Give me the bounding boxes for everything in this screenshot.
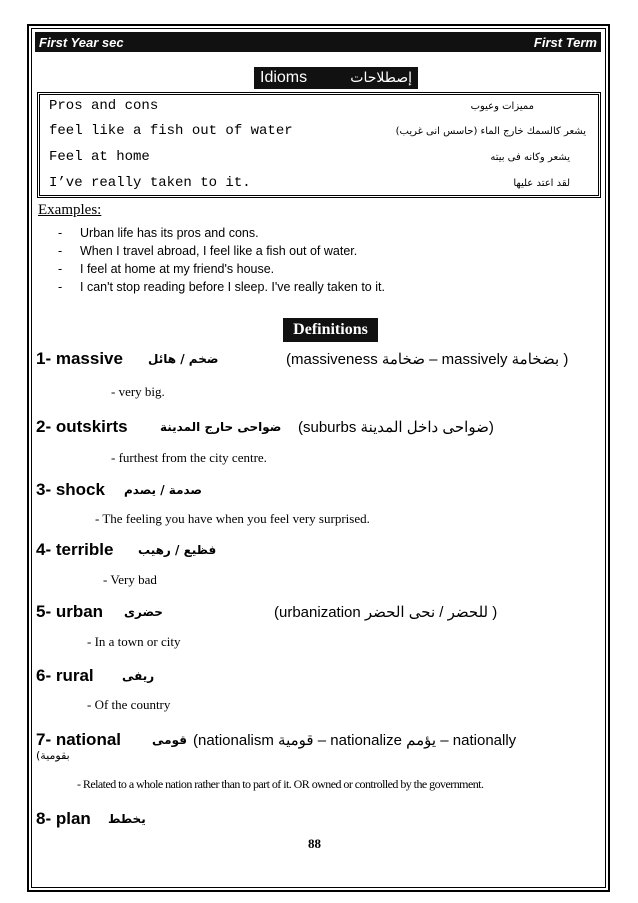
definition-term: 7- national [36,730,122,749]
idiom-row [49,122,594,140]
definition-term-ar: يخطط [108,812,146,826]
definition-meaning: - Related to a whole nation rather than to part of it. OR owned or controlled by the government. [77,777,484,791]
definition-term: 6- rural [36,666,94,685]
definition-term: 5- urban [36,602,104,621]
idioms-title-en: Idioms [260,69,308,86]
idiom-row [49,174,594,192]
idioms-title [254,67,418,89]
definition-meaning: - Of the country [87,697,171,712]
definition-term: 8- plan [36,809,91,828]
definition-derivatives: (suburbs ضواحى داخل المدينة) [298,419,494,436]
example-item: - Urban life has its pros and cons. [58,226,259,240]
definitions-title: Definitions [283,318,378,342]
header-bar [35,32,601,52]
definition-meaning: - very big. [111,384,165,399]
definition-term: 3- shock [36,480,105,499]
definition-derivatives: (massiveness ضخامة – massively بضخامة ) [286,351,569,368]
example-item: - When I travel abroad, I feel like a fish out of water. [58,244,358,258]
definition-term-ar: حضرى [124,605,163,619]
definition-term-ar: ضخم / هائل [148,352,219,366]
definition-term: 4- terrible [36,540,114,559]
definition-term: 1- massive [36,349,123,368]
definition-derivatives-cont: (بقومية [36,749,70,762]
idiom-ar: يشعر كالسمك خارج الماء (حاسس انى غريب) [395,125,586,137]
definition-term: 2- outskirts [36,417,128,436]
idiom-row [49,148,594,166]
header-right: First Term [533,34,597,50]
definition-meaning: - The feeling you have when you feel very surprised. [95,511,370,526]
definition-meaning: - In a town or city [87,634,181,649]
definition-term-ar: فظيع / رهيب [138,543,217,557]
idiom-ar: يشعر وكانه فى بيته [490,151,570,163]
idiom-en: Pros and cons [49,98,159,114]
idiom-en: feel like a fish out of water [49,123,293,139]
example-item: - I can't stop reading before I sleep. I've really taken to it. [58,280,385,294]
definition-term-ar: قومى [152,733,187,747]
idioms-title-ar: إصطلاحات [350,70,412,86]
definition-term-ar: صدمة / يصدم [124,483,203,497]
idiom-row [49,97,594,115]
examples-label: Examples: [38,202,102,218]
example-item: - I feel at home at my friend's house. [58,262,275,276]
definition-derivatives: (urbanization للحضر / نحى الحضر ) [274,604,498,621]
definition-derivatives: (nationalism قومية – nationalize يؤمم – nationally [193,732,517,749]
page-number: 88 [308,836,321,851]
idiom-en: I’ve really taken to it. [49,175,251,191]
definition-meaning: - Very bad [103,572,157,587]
header-left: First Year sec [39,34,124,50]
idiom-en: Feel at home [49,149,150,165]
definition-term-ar: ضواحى حارج المدينة [160,420,282,434]
idiom-ar: مميزات وعيوب [470,100,534,112]
definition-term-ar: ريفى [122,669,155,683]
definition-meaning: - furthest from the city centre. [111,450,267,465]
idiom-ar: لقد اعتد عليها [513,177,570,189]
